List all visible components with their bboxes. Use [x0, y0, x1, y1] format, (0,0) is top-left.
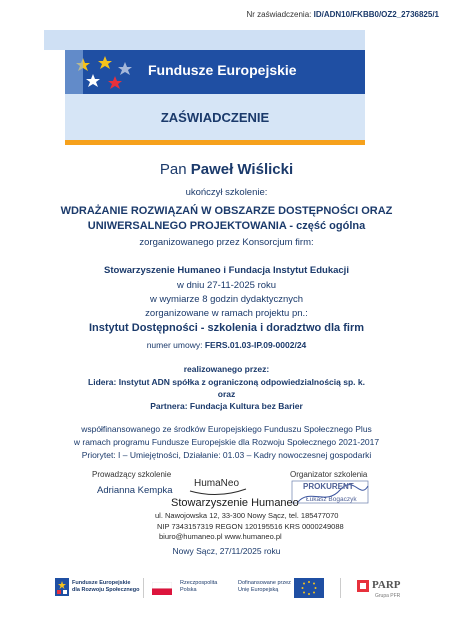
humaneo-logo: HumaNeo — [194, 478, 240, 489]
banner-title: Fundusze Europejskie — [148, 62, 297, 78]
eu-stars-icon — [65, 50, 145, 94]
footer-divider — [143, 578, 144, 598]
stamp-address: ul. Nawojowska 12, 33-300 Nowy Sącz, tel. 185477070 — [155, 511, 339, 520]
fe-line1: Fundusze Europejskie — [72, 580, 131, 586]
ue-line1: Dofinansowane przez — [238, 580, 291, 586]
realized-partner: Partnera: Fundacja Kultura bez Barier — [150, 401, 303, 411]
funding-line2: w ramach programu Fundusze Europejskie dla Rozwoju Społecznego 2021-2017 — [73, 437, 380, 447]
realized-label: realizowanego przez: — [183, 364, 270, 374]
agreement — [0, 340, 453, 350]
recipient-name: Paweł Wiślicki — [190, 161, 294, 178]
course-title-line1: WDRAŻANIE ROZWIĄZAŃ W OBSZARZE DOSTĘPNOŚCI ORAZ — [60, 205, 393, 217]
recipient-prefix: Pan — [159, 161, 187, 178]
agreement-number: FERS.01.03-IP.09-0002/24 — [204, 340, 307, 350]
funding-line1: współfinansowanego ze środków Europejskiego Funduszu Społecznego Plus — [81, 424, 372, 434]
rp-line1: Rzeczpospolita — [180, 580, 218, 586]
course-date: w dniu 27-11-2025 roku — [176, 280, 277, 291]
trainer-name: Adrianna Kempka — [97, 485, 173, 496]
rp-line2: Polska — [180, 587, 197, 593]
realized-and: oraz — [217, 389, 236, 399]
course-hours: w wymiarze 8 godzin dydaktycznych — [149, 294, 304, 305]
polish-flag-icon — [152, 582, 172, 595]
trainer-label: Prowadzący szkolenie — [92, 470, 172, 479]
funding-line3: Priorytet: I – Umiejętności, Działanie: 01.03 – Kadry nowoczesnej gospodarki — [81, 450, 372, 460]
certificate-number-value: ID/ADN10/FKBB0/OZ2_2736825/1 — [313, 10, 439, 19]
consortium: Stowarzyszenie Humaneo i Fundacja Instytut Edukacji — [104, 265, 349, 276]
footer-divider-2 — [340, 578, 341, 598]
prokurent-title: PROKURENT — [303, 482, 354, 491]
parp-logo-icon — [357, 580, 369, 592]
realized-leader: Lidera: Instytut ADN spółka z ograniczoną odpowiedzialnością sp. k. — [88, 377, 365, 387]
stamp-ids: NIP 7343157319 REGON 120195516 KRS 0000249088 — [157, 522, 344, 531]
course-title-line2: UNIWERSALNEGO PROJEKTOWANIA - część ogólna — [87, 220, 366, 232]
banner-top-band — [44, 30, 365, 50]
stamp-org: Stowarzyszenie Humaneo — [171, 497, 299, 509]
document-title: ZAŚWIADCZENIE — [160, 110, 270, 125]
organized-by: zorganizowanego przez Konsorcjum firm: — [139, 237, 314, 248]
eu-flag-icon — [294, 578, 324, 598]
ue-line2: Unię Europejską — [238, 587, 279, 593]
humaneo-swoosh-icon — [188, 487, 248, 497]
organizer-label: Organizator szkolenia — [290, 470, 368, 479]
agreement-label: numer umowy: — [146, 340, 203, 350]
banner-orange-stripe — [65, 140, 365, 145]
stamp-contact: biuro@humaneo.pl www.humaneo.pl — [159, 532, 282, 541]
project-name: Instytut Dostępności - szkolenia i doradztwo dla firm — [88, 322, 365, 334]
place-date: Nowy Sącz, 27/11/2025 roku — [172, 546, 281, 556]
project-intro: zorganizowane w ramach projektu pn.: — [145, 308, 308, 319]
completed-label: ukończył szkolenie: — [185, 187, 268, 198]
fe-logo-icon — [55, 578, 69, 596]
parp-label: PARP — [372, 579, 401, 591]
fe-line2: dla Rozwoju Społecznego — [72, 587, 140, 593]
parp-sub: Grupa PFR — [375, 593, 401, 599]
prokurent-name: Łukasz Bogaczyk — [306, 496, 357, 503]
recipient — [0, 161, 453, 178]
certificate-number-label: Nr zaświadczenia: — [246, 10, 312, 19]
certificate-number — [246, 10, 439, 19]
